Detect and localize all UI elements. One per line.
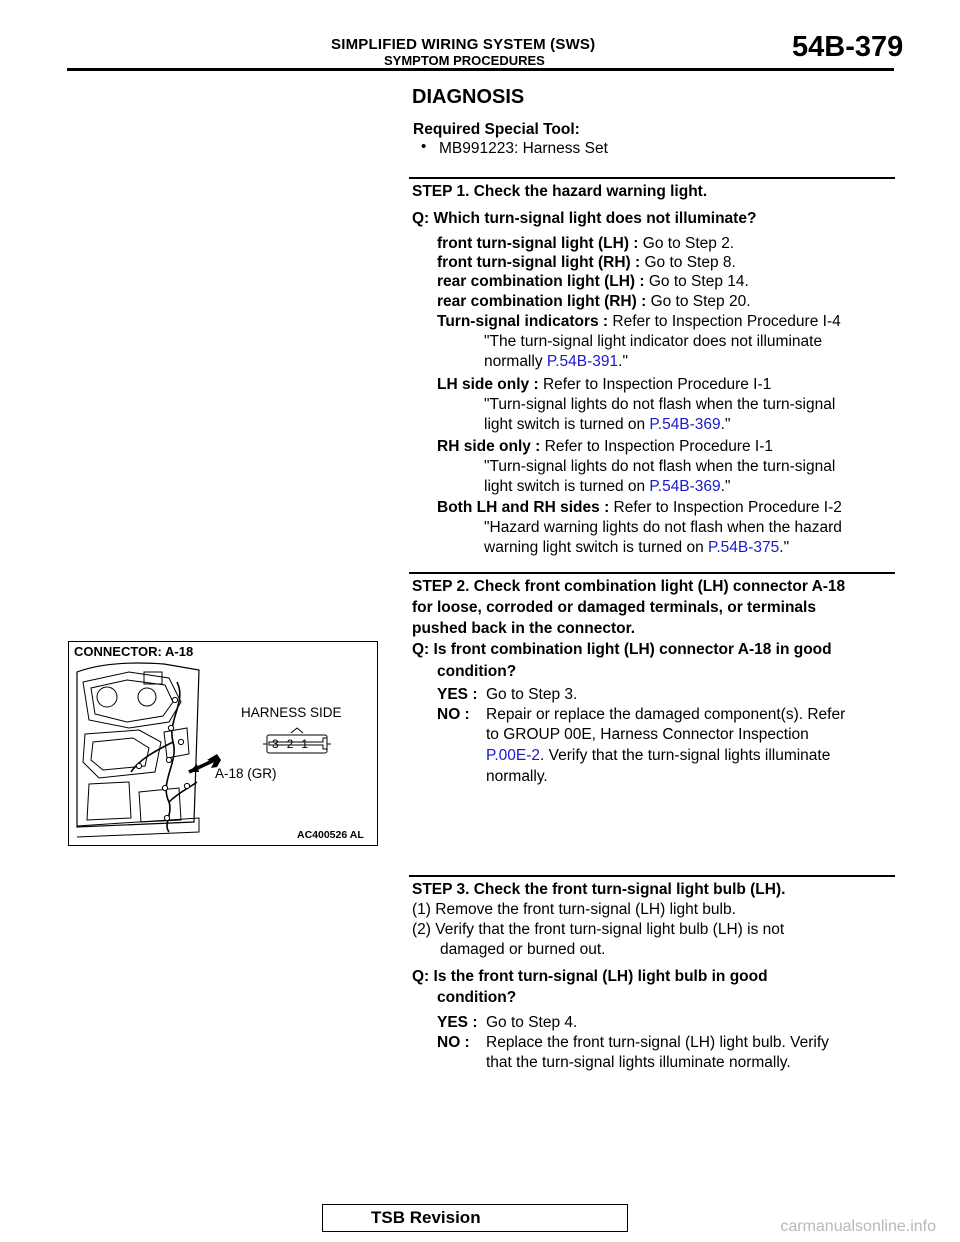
answer-both-sides-line3: warning light switch is turned on P.54B-375." <box>484 539 790 556</box>
header-subtitle: SYMPTOM PROCEDURES <box>384 53 545 68</box>
step1-rule <box>409 177 895 179</box>
tsb-revision-box <box>322 1204 628 1232</box>
answer-indicators: Turn-signal indicators : Refer to Inspection Procedure I-4 <box>437 313 841 330</box>
link-p54b-369[interactable]: P.54B-369 <box>649 478 721 495</box>
step3-yes-text: Go to Step 4. <box>486 1014 578 1031</box>
step3-item2: (2) Verify that the front turn-signal light bulb (LH) is not <box>412 921 785 938</box>
step2-no-line4: normally. <box>486 768 548 785</box>
answer-front-rh: front turn-signal light (RH) : Go to Step 8. <box>437 254 736 271</box>
step1-title: STEP 1. Check the hazard warning light. <box>412 183 708 200</box>
step3-question-line1: Q: Is the front turn-signal (LH) light bulb in good <box>412 968 768 985</box>
answer-lh-only-line3: light switch is turned on P.54B-369." <box>484 416 731 433</box>
step2-title-line3: pushed back in the connector. <box>412 620 636 637</box>
step2-rule <box>409 572 895 574</box>
link-p54b-375[interactable]: P.54B-375 <box>708 539 780 556</box>
connector-label: A-18 (GR) <box>215 766 277 781</box>
step2-title-line1: STEP 2. Check front combination light (LH) connector A-18 <box>412 578 846 595</box>
tsb-revision-label: TSB Revision <box>371 1208 481 1227</box>
answer-front-lh: front turn-signal light (LH) : Go to Step 2. <box>437 235 735 252</box>
connector-figure <box>68 641 378 846</box>
step2-no-line3: P.00E-2. Verify that the turn-signal lights illuminate <box>486 747 831 764</box>
engine-bay-drawing <box>69 642 377 845</box>
link-p54b-369[interactable]: P.54B-369 <box>649 416 721 433</box>
bullet-icon: • <box>421 138 427 155</box>
answer-rear-lh: rear combination light (LH) : Go to Step 14. <box>437 273 749 290</box>
answer-lh-only: LH side only : Refer to Inspection Procedure I-1 <box>437 376 772 393</box>
link-p54b-391[interactable]: P.54B-391 <box>546 353 619 370</box>
step2-title-line2: for loose, corroded or damaged terminals, or terminals <box>412 599 816 616</box>
step3-question-line2: condition? <box>437 989 517 1006</box>
figure-title: CONNECTOR: A-18 <box>74 644 194 659</box>
step2-yes-label: YES : <box>437 686 478 703</box>
answer-both-sides-line2: "Hazard warning lights do not flash when the hazard <box>484 519 842 536</box>
step3-item1: (1) Remove the front turn-signal (LH) light bulb. <box>412 901 736 918</box>
special-tool-item: MB991223: Harness Set <box>439 140 608 157</box>
header-title: SIMPLIFIED WIRING SYSTEM (SWS) <box>331 36 596 53</box>
step3-title: STEP 3. Check the front turn-signal light bulb (LH). <box>412 881 786 898</box>
header-rule <box>67 68 894 71</box>
step1-question: Q: Which turn-signal light does not illuminate? <box>412 210 757 227</box>
step3-rule <box>409 875 895 877</box>
step3-yes-label: YES : <box>437 1014 478 1031</box>
step3-no-label: NO : <box>437 1034 470 1051</box>
step2-no-line2: to GROUP 00E, Harness Connector Inspection <box>486 726 809 743</box>
section-title: DIAGNOSIS <box>412 86 525 108</box>
answer-both-sides: Both LH and RH sides : Refer to Inspection Procedure I-2 <box>437 499 842 516</box>
step3-item2-cont: damaged or burned out. <box>440 941 606 958</box>
step2-question-line1: Q: Is front combination light (LH) connector A-18 in good <box>412 641 832 658</box>
step3-no-line1: Replace the front turn-signal (LH) light bulb. Verify <box>486 1034 829 1051</box>
step2-no-label: NO : <box>437 706 470 723</box>
answer-indicators-line2: "The turn-signal light indicator does not illuminate <box>484 333 823 350</box>
answer-lh-only-line2: "Turn-signal lights do not flash when the turn-signal <box>484 396 836 413</box>
step2-yes-text: Go to Step 3. <box>486 686 578 703</box>
step2-no-line1: Repair or replace the damaged component(s). Refer <box>486 706 846 723</box>
answer-rh-only-line2: "Turn-signal lights do not flash when the turn-signal <box>484 458 836 475</box>
step3-no-line2: that the turn-signal lights illuminate normally. <box>486 1054 791 1071</box>
figure-code: AC400526 AL <box>297 829 364 841</box>
harness-side-label: HARNESS SIDE <box>241 705 342 720</box>
answer-rh-only: RH side only : Refer to Inspection Procedure I-1 <box>437 438 773 455</box>
special-tool-label: Required Special Tool: <box>413 121 580 138</box>
link-p00e-2[interactable]: P.00E-2 <box>486 747 541 764</box>
answer-rear-rh: rear combination light (RH) : Go to Step 20. <box>437 293 751 310</box>
step2-question-line2: condition? <box>437 663 517 680</box>
pin-numbers: 321 <box>272 737 317 751</box>
page-number: 54B-379 <box>792 31 904 63</box>
answer-indicators-line3: normally P.54B-391." <box>484 353 628 370</box>
answer-rh-only-line3: light switch is turned on P.54B-369." <box>484 478 731 495</box>
watermark: carmanualsonline.info <box>780 1218 936 1235</box>
